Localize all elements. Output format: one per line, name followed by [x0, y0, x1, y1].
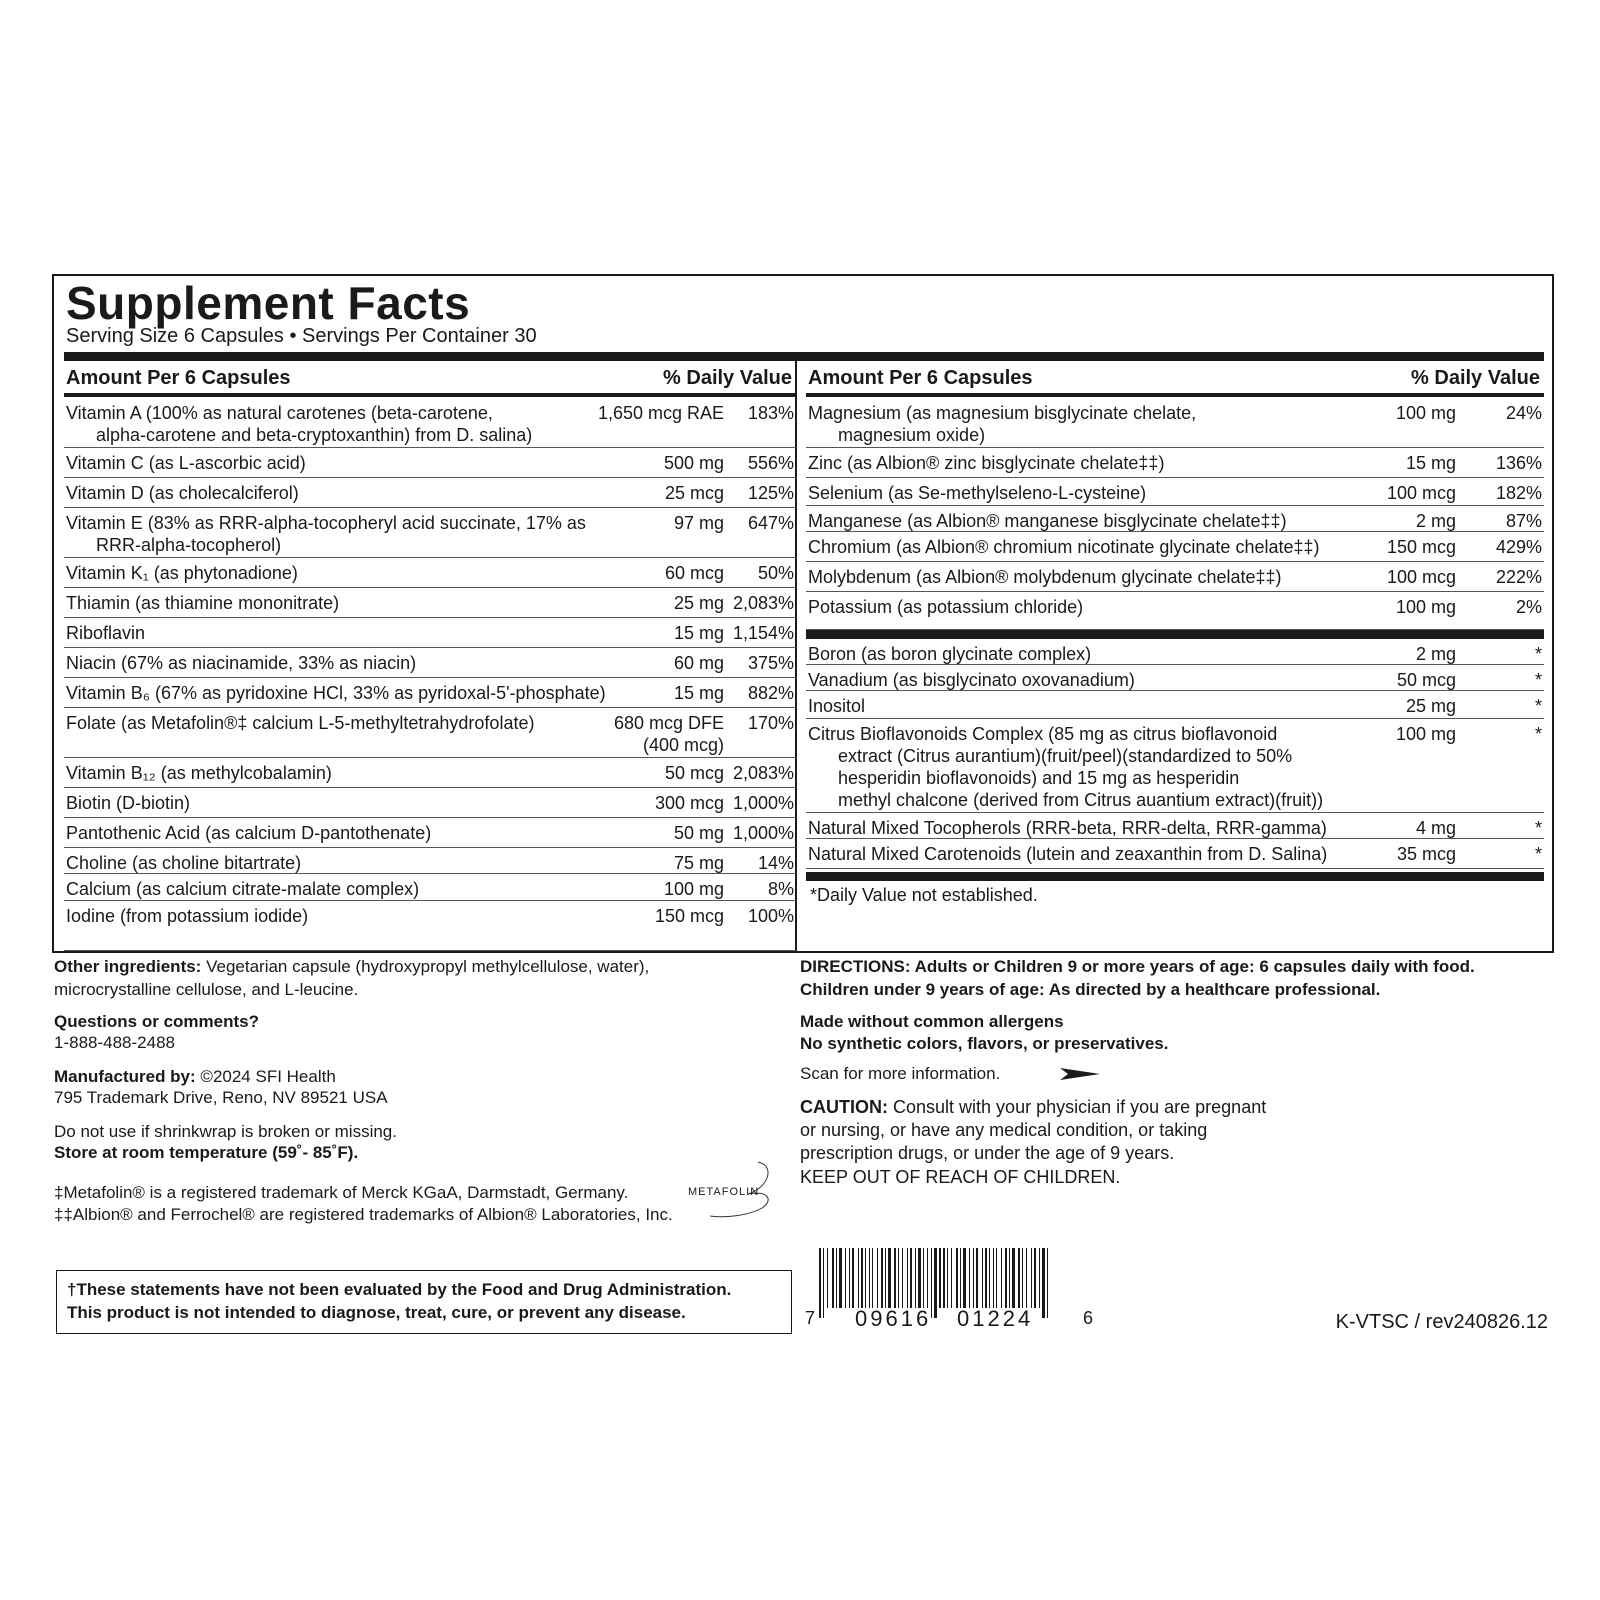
nutrient-name-line: Potassium (as potassium chloride) — [808, 597, 1084, 617]
nutrient-row — [806, 839, 1544, 869]
barcode-bar — [923, 1248, 924, 1308]
nutrient-amount — [1416, 643, 1456, 665]
nutrient-daily-value: 429% — [1495, 537, 1542, 557]
arrow-right-icon — [1060, 1066, 1100, 1087]
nutrient-name — [66, 512, 586, 556]
nutrient-name — [66, 878, 419, 900]
nutrient-amount — [665, 562, 724, 584]
scan-text: Scan for more information. — [800, 1064, 1001, 1083]
nutrient-amount — [665, 762, 724, 784]
barcode-bar — [836, 1248, 837, 1308]
nutrient-amount-line: 25 mg — [1405, 696, 1456, 716]
nutrient-amount-line: 97 mg — [673, 513, 724, 533]
nutrient-name-line: Vitamin K₁ (as phytonadione) — [66, 563, 298, 583]
nutrient-daily-value: 50% — [757, 563, 794, 583]
nutrient-amount — [674, 682, 724, 704]
barcode-bar — [1026, 1248, 1027, 1308]
nutrient-name-line: Vitamin C (as L-ascorbic acid) — [66, 453, 306, 473]
nutrient-name — [66, 622, 145, 644]
other-ingredients-text: Vegetarian capsule (hydroxypropyl methylcellulose, water), — [206, 957, 650, 976]
barcode-bar — [852, 1248, 854, 1308]
nutrient-amount-line: 150 mcg — [1386, 537, 1456, 557]
nutrient-daily-value: 125% — [747, 483, 794, 503]
nutrient-name-line: Molybdenum (as Albion® molybdenum glycinate chelate‡‡) — [808, 567, 1282, 587]
nutrient-name-line: Vitamin D (as cholecalciferol) — [66, 483, 299, 503]
right-column-header — [806, 361, 1544, 393]
nutrient-name-line: Niacin (67% as niacinamide, 33% as niacin) — [66, 653, 417, 673]
nutrient-amount — [665, 482, 724, 504]
barcode-bar — [858, 1248, 859, 1308]
barcode-bar — [885, 1248, 886, 1308]
nutrient-name-line: Choline (as choline bitartrate) — [66, 853, 302, 873]
nutrient-daily-value: 87% — [1505, 511, 1542, 531]
nutrient-name-line: Chromium (as Albion® chromium nicotinate glycinate chelate‡‡) — [808, 537, 1320, 557]
nutrient-row — [64, 648, 796, 678]
barcode-bar — [976, 1248, 978, 1308]
nutrient-name-line: Vanadium (as bisglycinato oxovanadium) — [808, 670, 1135, 690]
barcode-bar — [1034, 1248, 1036, 1308]
barcode-bar — [845, 1248, 846, 1308]
nutrient-name-line: Calcium (as calcium citrate-malate complex) — [66, 879, 420, 899]
panel-title: Supplement Facts — [66, 277, 471, 329]
nutrient-row — [64, 901, 796, 951]
barcode-bar — [861, 1248, 863, 1308]
nutrient-name-line: alpha-carotene and beta-cryptoxanthin) from D. salina) — [96, 425, 533, 445]
nutrient-name-line: Biotin (D-biotin) — [66, 793, 191, 813]
nutrient-name — [66, 712, 534, 734]
nutrient-name — [66, 852, 301, 874]
nutrient-daily-value: * — [1534, 670, 1542, 690]
nutrient-daily-value: 375% — [747, 653, 794, 673]
nutrient-daily-value: * — [1534, 818, 1542, 838]
nutrient-amount-line: (400 mcg) — [642, 735, 724, 755]
nutrient-amount-line: 75 mg — [673, 853, 724, 873]
nutrient-row — [64, 874, 796, 901]
barcode-last-digit: 6 — [1083, 1308, 1094, 1328]
nutrient-name-line: extract (Citrus aurantium)(fruit/peel)(standardized to 50% — [838, 746, 1293, 766]
barcode-bar — [872, 1248, 873, 1308]
caution-line2: or nursing, or have any medical condition, or taking — [800, 1120, 1208, 1140]
barcode-bar — [888, 1248, 891, 1308]
nutrient-amount — [664, 452, 724, 474]
nutrient-row — [64, 508, 796, 558]
nutrient-name-line: Citrus Bioflavonoids Complex (85 mg as citrus bioflavonoid — [808, 724, 1278, 744]
barcode-bar — [943, 1248, 945, 1308]
nutrient-name-line: Vitamin B₁₂ (as methylcobalamin) — [66, 763, 332, 783]
nutrient-row — [806, 665, 1544, 691]
nutrient-amount — [1387, 536, 1456, 558]
nutrient-amount — [1416, 510, 1456, 532]
nutrient-name — [66, 792, 190, 814]
barcode-bar — [951, 1248, 952, 1308]
nutrient-name — [808, 482, 1146, 504]
nutrient-amount-line: 100 mg — [663, 879, 724, 899]
nutrient-daily-value: 1,000% — [732, 793, 794, 813]
nutrient-row — [64, 588, 796, 618]
allergen-statement: Made without common allergens — [800, 1012, 1064, 1031]
nutrient-amount-line: 150 mcg — [654, 906, 724, 926]
caution-text: Consult with your physician if you are pregnant — [893, 1097, 1267, 1117]
nutrient-amount — [1396, 402, 1456, 424]
nutrient-daily-value: 556% — [747, 453, 794, 473]
barcode-bar — [963, 1248, 966, 1308]
barcode-bar — [1012, 1248, 1015, 1308]
barcode-left-digits: 09616 — [855, 1306, 932, 1331]
nutrient-row — [64, 558, 796, 588]
nutrient-amount-line: 50 mcg — [1396, 670, 1456, 690]
nutrient-name — [66, 905, 308, 927]
nutrient-name — [808, 402, 1196, 446]
barcode-bar — [1031, 1248, 1032, 1308]
nutrient-name-line: Vitamin B₆ (67% as pyridoxine HCl, 33% as pyridoxal-5'-phosphate) — [66, 683, 606, 703]
nutrient-amount-line: 50 mg — [673, 823, 724, 843]
nutrient-amount-line: 50 mcg — [664, 763, 724, 783]
nutrient-name — [808, 643, 1091, 665]
nutrient-daily-value: 100% — [747, 906, 794, 926]
nutrient-row — [64, 708, 796, 758]
caution-line1 — [800, 1096, 1266, 1118]
directions-line2: Children under 9 years of age: As directed by a healthcare professional. — [800, 980, 1381, 999]
nutrient-name-line: Inositol — [808, 696, 866, 716]
dv-header: % Daily Value — [1411, 367, 1540, 389]
nutrient-daily-value: * — [1534, 844, 1542, 864]
nutrient-daily-value: 222% — [1495, 567, 1542, 587]
barcode-bar — [823, 1248, 824, 1318]
nutrient-daily-value: 8% — [767, 879, 794, 899]
shrinkwrap-warning: Do not use if shrinkwrap is broken or missing. — [54, 1122, 397, 1141]
barcode-bar — [1047, 1248, 1048, 1318]
barcode-bar — [915, 1248, 916, 1308]
nutrient-row — [64, 398, 796, 448]
barcode-bar — [907, 1248, 908, 1308]
nutrient-amount-line: 25 mcg — [664, 483, 724, 503]
nutrient-daily-value: 2% — [1515, 597, 1542, 617]
barcode-bar — [934, 1248, 937, 1318]
amount-header: Amount Per 6 Capsules — [808, 367, 1033, 389]
header-rule — [64, 393, 796, 397]
metafolin-logo — [688, 1160, 780, 1220]
nutrient-row — [806, 448, 1544, 478]
nutrient-name-line: Thiamin (as thiamine mononitrate) — [66, 593, 340, 613]
barcode-bar — [898, 1248, 899, 1308]
nutrient-daily-value: * — [1534, 696, 1542, 716]
barcode-bar — [960, 1248, 961, 1308]
nutrient-name-line: Boron (as boron glycinate complex) — [808, 644, 1092, 664]
nutrient-name-line: methyl chalcone (derived from Citrus auantium extract)(fruit)) — [838, 790, 1324, 810]
nutrient-name — [66, 562, 298, 584]
nutrient-row — [806, 562, 1544, 592]
nutrient-amount — [1387, 566, 1456, 588]
nutrient-name — [66, 482, 299, 504]
nutrient-amount — [655, 792, 724, 814]
barcode-bar — [989, 1248, 990, 1308]
nutrient-amount-line: 100 mg — [1395, 724, 1456, 744]
barcode-bar — [894, 1248, 896, 1308]
barcode-bar — [910, 1248, 912, 1308]
nutrient-name-line: Manganese (as Albion® manganese bisglycinate chelate‡‡) — [808, 511, 1287, 531]
barcode-bars — [805, 1248, 1095, 1320]
nutrient-name-line: Riboflavin — [66, 623, 146, 643]
nutrient-amount — [614, 712, 724, 756]
nutrient-daily-value: 183% — [747, 403, 794, 423]
nutrient-amount-line: 15 mg — [1405, 453, 1456, 473]
other-ingredients-line2: microcrystalline cellulose, and L-leucine. — [54, 980, 359, 999]
directions-line1: DIRECTIONS: Adults or Children 9 or more years of age: 6 capsules daily with food. — [800, 957, 1475, 976]
nutrient-daily-value: 647% — [747, 513, 794, 533]
nutrient-amount-line: 100 mcg — [1386, 483, 1456, 503]
nutrient-amount — [1397, 843, 1456, 865]
trademark-metafolin: ‡Metafolin® is a registered trademark of Merck KGaA, Darmstadt, Germany. — [54, 1183, 629, 1202]
nutrient-name — [808, 566, 1282, 588]
barcode-bar — [956, 1248, 958, 1308]
nutrient-name — [66, 452, 306, 474]
nutrient-name — [808, 510, 1287, 532]
nutrient-amount-line: 4 mg — [1415, 818, 1456, 838]
nutrient-amount — [664, 878, 724, 900]
barcode-bar — [819, 1248, 821, 1318]
barcode-bar — [973, 1248, 974, 1308]
nutrient-amount — [598, 402, 724, 424]
nutrient-amount-line: 100 mcg — [1386, 567, 1456, 587]
mid-thick-rule — [806, 630, 1544, 639]
barcode-first-digit: 7 — [805, 1308, 816, 1328]
nutrient-daily-value: 136% — [1495, 453, 1542, 473]
barcode-bar — [918, 1248, 921, 1308]
top-thick-rule — [64, 352, 1544, 361]
questions-label: Questions or comments? — [54, 1012, 259, 1031]
amount-header: Amount Per 6 Capsules — [66, 367, 291, 389]
fda-disclaimer-box — [56, 1270, 792, 1334]
fda-line1: †These statements have not been evaluated by the Food and Drug Administration. — [67, 1280, 732, 1299]
barcode-bar — [839, 1248, 842, 1308]
nutrient-name — [808, 536, 1320, 558]
nutrient-daily-value: 170% — [747, 713, 794, 733]
barcode-bar — [881, 1248, 883, 1308]
barcode-bar — [969, 1248, 970, 1308]
product-code: K-VTSC / rev240826.12 — [1335, 1311, 1548, 1333]
nutrient-row — [64, 758, 796, 788]
nutrient-name-line: Folate (as Metafolin®‡ calcium L-5-methyltetrahydrofolate) — [66, 713, 535, 733]
barcode-bar — [1001, 1248, 1002, 1308]
nutrient-daily-value: 14% — [757, 853, 794, 873]
nutrient-name — [66, 762, 332, 784]
manufacturer-label: Manufactured by: — [54, 1067, 196, 1086]
nutrient-name — [808, 452, 1164, 474]
supplement-facts-panel — [52, 274, 1554, 953]
nutrient-daily-value: 2,083% — [732, 593, 794, 613]
nutrient-row — [806, 478, 1544, 506]
nutrient-row — [806, 691, 1544, 719]
nutrient-amount — [674, 852, 724, 874]
other-ingredients-label: Other ingredients: — [54, 957, 202, 976]
nutrient-amount — [655, 905, 724, 927]
nutrient-row — [64, 788, 796, 818]
barcode-bar — [902, 1248, 903, 1308]
manufacturer — [54, 1066, 336, 1088]
nutrient-amount-line: 2 mg — [1415, 511, 1456, 531]
barcode-bar — [865, 1248, 866, 1308]
nutrient-row — [806, 592, 1544, 630]
storage-instructions: Store at room temperature (59˚- 85˚F). — [54, 1143, 359, 1162]
barcode-bar — [1009, 1248, 1010, 1308]
nutrient-amount-line: 100 mg — [1395, 403, 1456, 423]
nutrient-amount-line: 15 mg — [673, 683, 724, 703]
nutrient-name-line: Pantothenic Acid (as calcium D-pantothenate) — [66, 823, 432, 843]
nutrient-amount — [1396, 723, 1456, 745]
keep-out-warning: KEEP OUT OF REACH OF CHILDREN. — [800, 1167, 1121, 1187]
barcode-bar — [985, 1248, 987, 1308]
nutrient-amount — [1416, 817, 1456, 839]
nutrient-amount — [674, 622, 724, 644]
serving-info: Serving Size 6 Capsules • Servings Per Container 30 — [66, 325, 537, 347]
nutrient-amount — [674, 512, 724, 534]
barcode-bar — [927, 1248, 928, 1308]
nutrient-daily-value: 182% — [1495, 483, 1542, 503]
nutrient-row — [806, 639, 1544, 665]
nutrient-daily-value: 1,000% — [732, 823, 794, 843]
nutrient-amount-line: 2 mg — [1415, 644, 1456, 664]
nutrient-name — [66, 652, 416, 674]
barcode-bar — [982, 1248, 983, 1308]
barcode-bar — [1022, 1248, 1023, 1308]
nutrient-name — [808, 695, 865, 717]
barcode-bar — [1042, 1248, 1045, 1318]
nutrient-name-line: Zinc (as Albion® zinc bisglycinate chelate‡‡) — [808, 453, 1165, 473]
dv-header: % Daily Value — [663, 367, 792, 389]
barcode-bar — [869, 1248, 870, 1308]
barcode-bar — [1018, 1248, 1020, 1308]
metafolin-logo-text: METAFOLIN — [688, 1186, 760, 1198]
nutrient-daily-value: 1,154% — [732, 623, 794, 643]
nutrient-amount-line: 100 mg — [1395, 597, 1456, 617]
nutrient-name — [66, 592, 339, 614]
nutrient-amount — [1396, 596, 1456, 618]
nutrient-daily-value: * — [1534, 644, 1542, 664]
nutrient-name-line: Natural Mixed Carotenoids (lutein and zeaxanthin from D. Salina) — [808, 844, 1328, 864]
barcode-bar — [877, 1248, 878, 1308]
address: 795 Trademark Drive, Reno, NV 89521 USA — [54, 1088, 388, 1107]
nutrient-name-line: Selenium (as Se-methylseleno-L-cysteine) — [808, 483, 1147, 503]
nutrient-row — [64, 848, 796, 874]
nutrient-row — [64, 618, 796, 648]
fda-line2: This product is not intended to diagnose, treat, cure, or prevent any disease. — [67, 1303, 686, 1322]
nutrient-name-line: RRR-alpha-tocopherol) — [96, 535, 282, 555]
nutrient-amount — [1406, 695, 1456, 717]
barcode-bar — [849, 1248, 850, 1308]
phone-number: 1-888-488-2488 — [54, 1033, 175, 1052]
nutrient-name-line: Vitamin A (100% as natural carotenes (beta-carotene, — [66, 403, 493, 423]
nutrient-name — [66, 682, 606, 704]
upc-barcode — [805, 1248, 1095, 1338]
nutrient-amount — [674, 822, 724, 844]
other-ingredients — [54, 956, 649, 978]
caution-line3: prescription drugs, or under the age of 9 years. — [800, 1143, 1175, 1163]
nutrient-name — [66, 822, 431, 844]
manufacturer-text: ©2024 SFI Health — [200, 1067, 336, 1086]
barcode-bar — [827, 1248, 828, 1308]
nutrient-name-line: Iodine (from potassium iodide) — [66, 906, 309, 926]
barcode-bar — [939, 1248, 941, 1308]
barcode-bar — [832, 1248, 834, 1308]
nutrient-amount-line: 35 mcg — [1396, 844, 1456, 864]
nutrient-amount-line: 60 mcg — [664, 563, 724, 583]
barcode-bar — [1039, 1248, 1040, 1308]
nutrient-name — [808, 843, 1327, 865]
nutrient-amount-line: 500 mg — [663, 453, 724, 473]
synthetic-statement: No synthetic colors, flavors, or preservatives. — [800, 1034, 1169, 1053]
nutrient-amount — [1406, 452, 1456, 474]
bottom-thick-rule — [806, 872, 1544, 881]
nutrient-amount-line: 60 mg — [673, 653, 724, 673]
nutrient-name-line: magnesium oxide) — [838, 425, 986, 445]
nutrient-amount — [674, 652, 724, 674]
nutrient-row — [806, 506, 1544, 532]
nutrient-row — [64, 818, 796, 848]
nutrient-amount — [1387, 482, 1456, 504]
nutrient-amount-line: 300 mcg — [654, 793, 724, 813]
barcode-bar — [1005, 1248, 1007, 1308]
nutrient-row — [806, 719, 1544, 813]
nutrient-amount-line: 680 mcg DFE — [613, 713, 724, 733]
nutrient-name-line: Magnesium (as magnesium bisglycinate chelate, — [808, 403, 1197, 423]
nutrient-amount-line: 1,650 mcg RAE — [597, 403, 724, 423]
left-column-header — [64, 361, 796, 393]
header-rule — [806, 393, 1544, 397]
nutrient-name — [808, 723, 1323, 811]
nutrient-amount-line: 15 mg — [673, 623, 724, 643]
nutrient-daily-value: 2,083% — [732, 763, 794, 783]
nutrient-row — [806, 398, 1544, 448]
trademark-albion: ‡‡Albion® and Ferrochel® are registered trademarks of Albion® Laboratories, Inc. — [54, 1205, 673, 1224]
dv-footnote: *Daily Value not established. — [810, 885, 1038, 905]
nutrient-daily-value: 882% — [747, 683, 794, 703]
nutrient-name — [808, 669, 1135, 691]
nutrient-amount — [674, 592, 724, 614]
nutrient-row — [806, 813, 1544, 839]
nutrient-name — [66, 402, 532, 446]
barcode-bar — [993, 1248, 994, 1308]
nutrient-daily-value: 24% — [1505, 403, 1542, 423]
nutrient-daily-value: * — [1534, 724, 1542, 744]
nutrient-row — [806, 532, 1544, 562]
nutrient-row — [64, 448, 796, 478]
nutrient-amount-line: 25 mg — [673, 593, 724, 613]
nutrient-row — [64, 678, 796, 708]
caution-label: CAUTION: — [800, 1097, 888, 1117]
nutrient-amount — [1397, 669, 1456, 691]
barcode-right-digits: 01224 — [957, 1306, 1034, 1331]
barcode-bar — [996, 1248, 997, 1308]
nutrient-row — [64, 478, 796, 508]
nutrient-name — [808, 817, 1327, 839]
barcode-bar — [947, 1248, 948, 1308]
nutrient-name-line: hesperidin bioflavonoids) and 15 mg as hesperidin — [838, 768, 1240, 788]
nutrient-name-line: Vitamin E (83% as RRR-alpha-tocopheryl acid succinate, 17% as — [66, 513, 586, 533]
nutrient-name-line: Natural Mixed Tocopherols (RRR-beta, RRR-delta, RRR-gamma) — [808, 818, 1327, 838]
nutrient-name — [808, 596, 1083, 618]
